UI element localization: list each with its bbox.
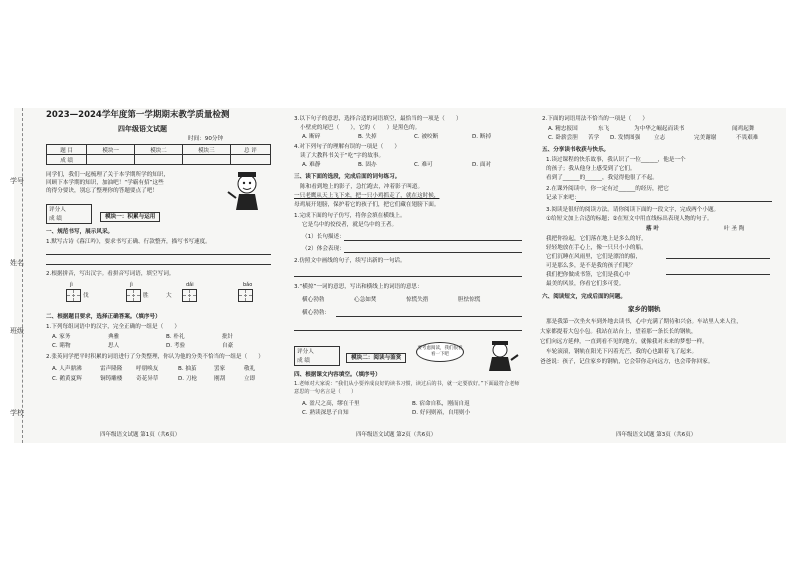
option: A. 家务 [52, 334, 71, 340]
grader-label: 成 绩 [49, 216, 62, 222]
question-text: 1.读过课程的快乐故事，我认识了一位______，他是一个 [546, 157, 686, 163]
option: B. 抽茧 [178, 366, 197, 372]
option: D. 好问则裕，自用则小 [412, 410, 471, 416]
grader-label: 成 绩 [297, 358, 310, 364]
section-heading: 五、分享读书收获与快乐。 [542, 147, 610, 153]
grader-label: 评分人 [297, 349, 314, 355]
char-grid[interactable] [238, 289, 253, 302]
option: D. 考验 [166, 343, 186, 349]
poem-author: 叶 圣 陶 [724, 226, 745, 232]
option: D. 刀枪 [178, 376, 198, 382]
option: 自豪 [222, 343, 234, 349]
given-char: 大 [166, 293, 172, 299]
char-grid[interactable] [66, 289, 81, 302]
option: 刚刮 [214, 376, 226, 382]
gutter-label: 姓名 [10, 259, 24, 267]
option: C. 难可 [414, 162, 433, 168]
speech-bubble: 要考虑阅读，我们很看看一下吧 [416, 342, 464, 362]
story-line: 大家都提着大包小包。我站在站台上，望着那一条长长的钢轨， [540, 329, 697, 335]
question-text: 3.以下句子的意思，选择合适的词语填空，最恰当的一项是（ ） [294, 116, 462, 122]
option: 不畏艰难 [736, 135, 759, 141]
question-text: 记录下来吧： [546, 195, 580, 201]
option: C. 鹅黄夏辉 [52, 376, 82, 382]
option: B. 朴礼 [166, 334, 185, 340]
option: 完美谢谢 [694, 135, 717, 141]
page-footer: 四年级语文试题 第2页（共6页） [356, 432, 437, 438]
option: 铜铸雕楼 [100, 376, 123, 382]
word-option: 胆怯惊慌 [458, 297, 481, 303]
option: A. 盈尺之高，缪在千里 [302, 401, 360, 407]
option: B. 宿命自私，刚而自返 [412, 401, 470, 407]
passage-line: 陈和看到地上的影子，急忙跑去，冲着影子叫道。 [300, 184, 424, 190]
page-2 [288, 108, 528, 443]
poem-line: 它们沉睡在风雨里，它们是漂泊的船， [546, 254, 642, 260]
option: A. 断碎 [302, 134, 321, 140]
passage-line: 母鸡展开翅膀，保护着它的孩子们，把它们藏在翅膀下面。 [294, 202, 440, 208]
answer-line[interactable] [576, 201, 772, 202]
option: C. 卧薪尝胆 [548, 135, 578, 141]
score-cell[interactable] [230, 155, 270, 165]
section-heading: 四、根据课文内容填空。（填序号） [294, 372, 381, 378]
option: 雷声隆隆 [100, 366, 123, 372]
intro-line: 同学们，我们一起梳理了关于本学期所学的知识， [46, 172, 170, 178]
question-text: 1.完成下面的句子仿写，将你会填在横线上。 [294, 213, 406, 219]
option: 典雅 [108, 334, 120, 340]
section-heading: 三、读下面的选段，完成后面的词句练习。 [294, 174, 401, 180]
cut-line [22, 108, 23, 443]
question-text: 1.下列每组词语中的汉字，完全正确的一组是（ ） [46, 324, 180, 330]
question-text: 2.张英同学把平时积累的词语进行了分类整理，你认为他的分类不恰当的一组是（ ） [46, 354, 264, 360]
story-line: 那是我第一次坐火车到外地去读书，心中充满了期待和兴奋。车站里人来人往， [546, 319, 742, 325]
option: 为中华之崛起而读书 [634, 126, 685, 132]
poem-line: 我把你捡起，它们落在地上是多么的好， [546, 236, 647, 242]
option: B. 固办 [358, 162, 377, 168]
score-header: 总 评 [230, 145, 270, 155]
question-text: 看到了______的______，我觉得他很了不起。 [546, 175, 658, 181]
module-heading: 模块二：阅读与鉴赏 [346, 353, 406, 363]
grader-box [294, 346, 340, 366]
answer-line[interactable] [294, 276, 522, 277]
gutter-label: 班级 [10, 327, 24, 335]
exam-time: 时间：90分钟 [188, 136, 224, 142]
module-heading: 模块一：积累与运用 [100, 212, 160, 222]
question-text: 它是鸟中的佼佼者，就是鸟中的王者。 [302, 222, 398, 228]
poem-line: 我们把你做成书签，它们是我心中 [546, 272, 630, 278]
answer-line[interactable] [666, 274, 770, 275]
pinyin-label: jì [130, 282, 133, 288]
question-text: 2.在课外阅读中，你一定有过______的经历，把它 [546, 186, 669, 192]
answer-label: （1）长句描述： [302, 234, 345, 240]
char-grid[interactable] [182, 289, 197, 302]
passage-line: 一只老鹰从天上飞下来，把一只小鸡抓走了，就在这时候， [294, 193, 440, 199]
option: A. 人声鼎沸 [52, 366, 82, 372]
option: 批针 [222, 334, 234, 340]
option: 呼朋唤友 [136, 366, 159, 372]
grader-box [46, 204, 92, 224]
story-line: 它们向远方延伸，一直到看不见的地方，就像我对未来的梦想一样。 [540, 339, 708, 345]
question-text: ①给短文加上合适的标题；②在短文中用直线标出表现人物的句子。 [546, 216, 713, 222]
option: D. 断掉 [472, 134, 492, 140]
poem-line: 轻轻地放在手心上，像一只只小小的船， [546, 245, 647, 251]
section-heading: 六、阅读短文，完成后面的问题。 [542, 294, 626, 300]
char-grid[interactable] [126, 289, 141, 302]
question-text: 小壁虎的尾巴（ ），它的（ ）是黑色的。 [300, 125, 421, 131]
score-row-label: 成 绩 [47, 155, 87, 165]
exam-title: 2023—2024学年度第一学期期末教学质量检测 [46, 110, 230, 120]
pinyin-label: bǎo [243, 282, 253, 288]
question-text: 2.仿照文中画线的句子，续写出新的一句话。 [294, 258, 406, 264]
poem-line: 可是那么多，是不是我的孩子们呢？ [546, 263, 636, 269]
option: A. 精忠报国 [548, 126, 578, 132]
score-cell[interactable] [87, 155, 135, 165]
question-text: 2.根据拼音，写出汉字。看拼音写词语，填空写词。 [46, 271, 175, 277]
answer-label: （2）体会表现： [302, 246, 345, 252]
answer-line[interactable] [46, 264, 271, 265]
option: 思人 [108, 343, 120, 349]
option: 奇花异草 [136, 376, 159, 382]
mascot-icon [226, 170, 268, 212]
score-cell[interactable] [182, 155, 230, 165]
poem-line: 最美的风景，你看它们多可爱。 [546, 281, 625, 287]
option: 敬礼 [244, 366, 256, 372]
option: C. 熟读深思子自知 [302, 410, 349, 416]
page-3 [536, 108, 781, 443]
story-title: 家乡的钢轨 [628, 305, 661, 313]
question-text: 4.对下列句子的理解有误的一项是（ ） [294, 144, 401, 150]
answer-line[interactable] [46, 254, 271, 255]
given-char: 伐 [83, 293, 89, 299]
story-line: 爸爸说：孩子，记住家乡的钢轨，它会带你走向远方，也会带你回家。 [540, 359, 714, 365]
mascot-icon [480, 340, 520, 372]
word-option: 横心勃勃 [302, 297, 325, 303]
question-text: 的孩子；我从他身上感受到了它们。 [546, 166, 636, 172]
score-header: 模块一 [87, 145, 135, 155]
option: C. 睹物 [52, 343, 71, 349]
question-text: 1.老师对大家说：“我们从小要养成良好的读书习惯，读过后的书，就一定要放好。”下面最符合老师意思的一句名言是（ ） [294, 381, 520, 395]
option: 立即 [244, 376, 256, 382]
option: 苦学 [588, 135, 600, 141]
option: 立志 [654, 135, 666, 141]
option: 闻鸡起舞 [732, 126, 755, 132]
question-text: 3.“横掠”一词的意思，写出和横线上的词语的意思： [294, 284, 423, 290]
answer-line[interactable] [294, 330, 522, 331]
option: D. 发愤图强 [610, 135, 641, 141]
pinyin-label: dǎi [186, 282, 194, 288]
option: A. 难静 [302, 162, 321, 168]
question-text: 1.默写古诗《暮江吟》，要求书写正确、行款整齐，描写书写速度。 [46, 239, 211, 245]
poem-title: 落 叶 [646, 226, 660, 232]
word-option: 惊慌失措 [406, 297, 429, 303]
option: 东飞 [598, 126, 610, 132]
binding-gutter [0, 108, 34, 443]
answer-line[interactable] [344, 252, 522, 253]
question-text: 读了大教科书关于“吃”字的故事。 [300, 153, 385, 159]
answer-line[interactable] [336, 316, 522, 317]
pinyin-label: jì [70, 282, 73, 288]
score-cell[interactable] [135, 155, 183, 165]
score-header: 模块三 [182, 145, 230, 155]
option: C. 被咬断 [414, 134, 439, 140]
section-heading: 二、根据题目要求，选择正确答案。（填序号） [46, 314, 161, 320]
section-heading: 一、规范书写，展示风采。 [46, 229, 114, 235]
option: B. 失掉 [358, 134, 377, 140]
gutter-label: 学号 [10, 177, 24, 185]
page-footer: 四年级语文试题 第3页（共6页） [616, 432, 697, 438]
score-table [46, 144, 271, 165]
intro-line: 回顾下本学期的知识，加油吧！“学霸有招”这些 [46, 180, 164, 186]
given-char: 胜 [143, 293, 149, 299]
answer-line[interactable] [666, 258, 770, 259]
question-text: 3.阅读是很好的阅读方法。请你阅读下面的一段文字，完成两个小题。 [546, 207, 720, 213]
story-line: 车轮滚滚，钢轨在阳光下闪着光芒，我的心也跟着飞了起来。 [546, 349, 698, 355]
answer-label: 横心勃勃： [302, 310, 330, 316]
question-text: 2.下面的词语用法不恰当的一项是（ ） [542, 116, 649, 122]
gutter-label: 学校 [10, 409, 24, 417]
page-footer: 四年级语文试题 第1页（共6页） [100, 432, 181, 438]
intro-line: 的得分要诀，别忘了整理你的答题要点了吧！ [46, 188, 158, 194]
grader-label: 评分人 [49, 207, 66, 213]
score-header: 题 目 [47, 145, 87, 155]
option: D. 面对 [472, 162, 492, 168]
exam-subtitle: 四年级语文试题 [118, 125, 167, 133]
word-option: 心急如焚 [354, 297, 377, 303]
answer-line[interactable] [344, 240, 522, 241]
option: 罢家 [214, 366, 226, 372]
score-header: 模块二 [135, 145, 183, 155]
page-1 [38, 108, 278, 443]
